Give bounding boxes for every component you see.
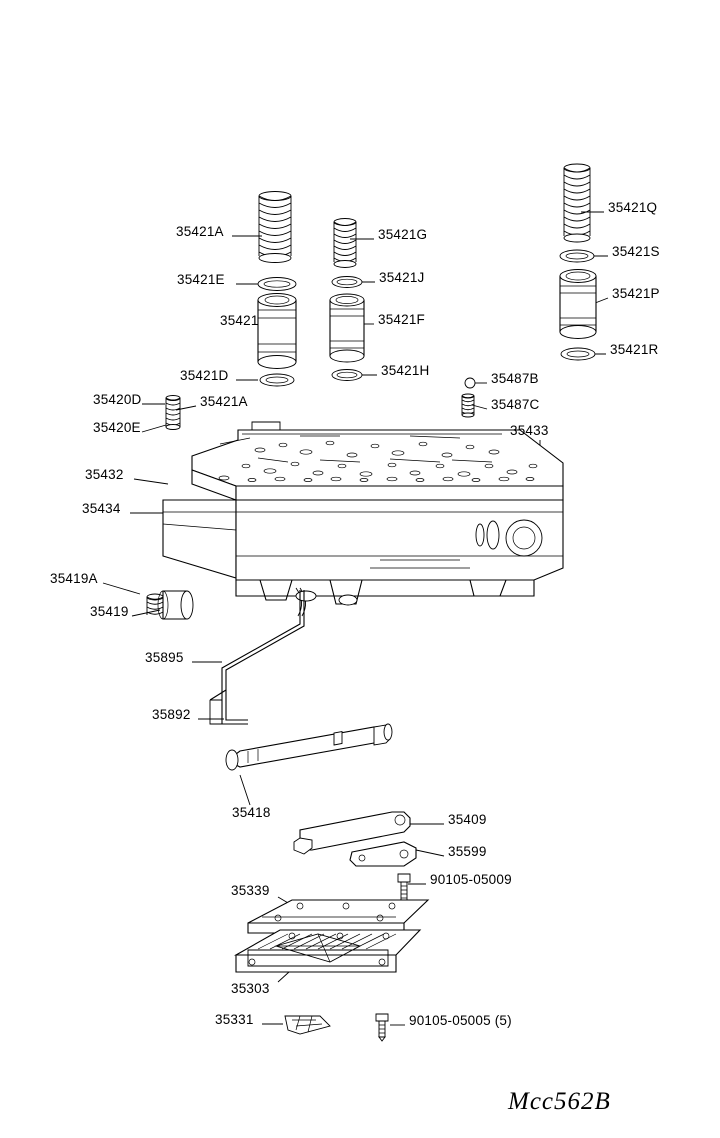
valve-assembly-middle (330, 219, 364, 381)
valve-assembly-left (258, 192, 296, 387)
part-label-35432: 35432 (85, 467, 124, 482)
part-label-35418: 35418 (232, 805, 271, 820)
valve-assembly-right (560, 164, 596, 360)
part-label-35421F: 35421F (378, 312, 425, 327)
detent-spring-assembly (294, 812, 416, 866)
separator-plate (192, 422, 563, 500)
part-label-35421G: 35421G (378, 227, 428, 242)
part-label-35421D: 35421D (180, 368, 229, 383)
manual-valve-rod (226, 724, 392, 770)
part-label-35339: 35339 (231, 883, 270, 898)
part-label-35303: 35303 (231, 981, 270, 996)
part-label-35895: 35895 (145, 650, 184, 665)
strainer-and-gasket (236, 900, 428, 972)
part-label-35421A-top: 35421A (176, 224, 224, 239)
manual-valve-linkage (210, 590, 304, 724)
part-label-35421S: 35421S (612, 244, 660, 259)
check-ball-and-spring (462, 378, 475, 417)
part-label-35433: 35433 (510, 423, 549, 438)
spring-and-plug-35419 (147, 591, 193, 619)
drawing-signature: Mcc562B (508, 1088, 611, 1115)
part-label-35421J: 35421J (379, 270, 425, 285)
part-label-35892: 35892 (152, 707, 191, 722)
small-spring-left (166, 396, 180, 430)
part-label-90105-05005: 90105-05005 (5) (409, 1013, 512, 1028)
part-label-35409: 35409 (448, 812, 487, 827)
part-label-35421A-lower: 35421A (200, 394, 248, 409)
part-label-35487B: 35487B (491, 371, 539, 386)
part-label-35487C: 35487C (491, 397, 540, 412)
part-label-35421R: 35421R (610, 342, 659, 357)
part-label-35420E: 35420E (93, 420, 141, 435)
bolt-90105-05005 (376, 1014, 388, 1041)
part-label-35419A: 35419A (50, 571, 98, 586)
part-label-35421H: 35421H (381, 363, 430, 378)
part-label-35421P: 35421P (612, 286, 660, 301)
part-label-35421: 35421 (220, 313, 259, 328)
part-label-35331: 35331 (215, 1012, 254, 1027)
bracket-35331 (285, 1016, 330, 1034)
part-label-35421Q: 35421Q (608, 200, 658, 215)
part-label-35419: 35419 (90, 604, 129, 619)
part-label-35421E: 35421E (177, 272, 225, 287)
part-label-35434: 35434 (82, 501, 121, 516)
part-label-35599: 35599 (448, 844, 487, 859)
valve-body-housing (163, 500, 563, 616)
part-label-35420D: 35420D (93, 392, 142, 407)
part-label-90105-05009: 90105-05009 (430, 872, 512, 887)
